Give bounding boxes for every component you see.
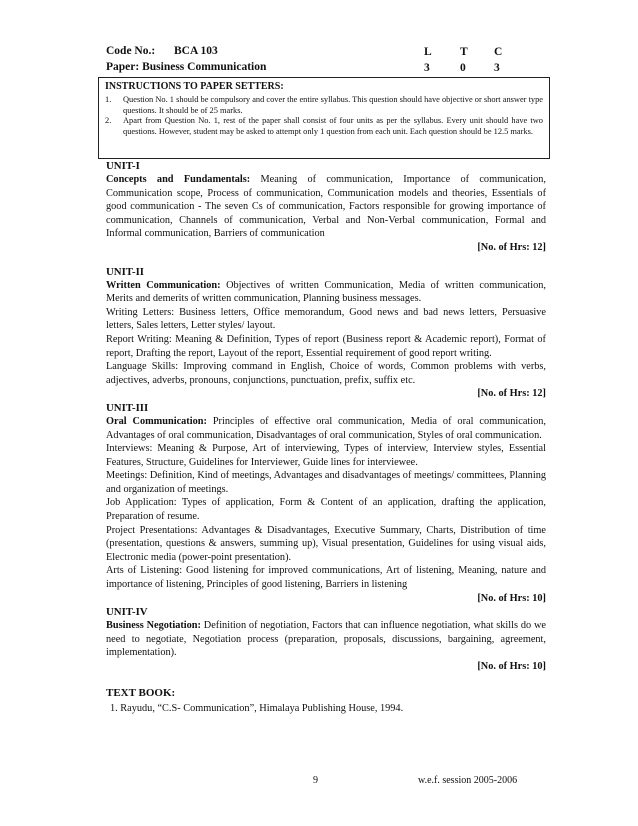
- unit-hours: [No. of Hrs: 12]: [477, 241, 546, 253]
- syllabus-body: [106, 159, 546, 715]
- instruction-item: [105, 116, 543, 137]
- topic-text: Definition of negotiation, Factors that can influence negotiation, what skills do we need to negotiate, Negotiation process (preparation, proposals, discussions, bargaining, agreement, implementation).: [106, 620, 546, 659]
- c-label: C: [494, 46, 503, 58]
- session-note: w.e.f. session 2005-2006: [418, 775, 518, 786]
- topic-paragraph: Meetings: Definition, Kind of meetings, Advantages and disadvantages of meetings/ committees, Planning and organization of meetings.: [106, 470, 546, 495]
- topic-text: Objectives of written Communication, Media of written communication, Merits and demerits of written communication, Planning business messages.: [106, 279, 547, 305]
- instructions-box: [98, 77, 550, 159]
- topic-paragraph: [106, 619, 546, 660]
- instruction-item: [105, 95, 543, 116]
- topic-paragraph: Interviews: Meaning & Purpose, Art of interviewing, Types of interview, Interview styles, Essential Features, Structure, Guidelines for Interviewer, Guide lines for interviewee.: [106, 443, 546, 468]
- instruction-number: 1.: [105, 95, 112, 104]
- topic-paragraph: Job Application: Types of application, Form & Content of an application, drafting the application, Preparation of resume.: [106, 497, 546, 523]
- topic-paragraph: [106, 173, 546, 241]
- instruction-text: Question No. 1 should be compulsory and cover the entire syllabus. This question should have objective or short answer type questions. It should be of 25 marks.: [123, 95, 543, 115]
- textbook-item: 1. Rayudu, “C.S- Communication”, Himalaya Publishing House, 1994.: [110, 702, 404, 714]
- t-label: T: [460, 46, 468, 58]
- paper-label: Paper:: [106, 61, 140, 73]
- c-value: 3: [494, 62, 500, 74]
- l-value: 3: [424, 62, 430, 74]
- paper-line: [106, 60, 266, 74]
- code-value: BCA 103: [174, 45, 218, 57]
- topic-paragraph: [106, 415, 546, 442]
- l-label: L: [424, 46, 432, 58]
- code-line: [106, 44, 218, 58]
- topic-paragraph: [106, 279, 546, 306]
- topic-heading: Concepts and Fundamentals:: [106, 174, 251, 185]
- topic-text: Meaning of communication, Importance of communication, Communication scope, Process of communication, Communication models and theories, Essentials of good communication - The seven Cs of communication, Factors responsible for growing importance of communication, Channels of communication, Verbal and Non-Verbal communication, Formal and Informal communication, Barriers of communication: [106, 174, 546, 240]
- unit-title: UNIT-IV: [106, 606, 148, 619]
- instructions-title: INSTRUCTIONS TO PAPER SETTERS:: [105, 81, 284, 92]
- unit-hours: [No. of Hrs: 10]: [477, 592, 546, 604]
- unit-hours: [No. of Hrs: 10]: [477, 661, 546, 672]
- instructions-list: [105, 95, 543, 137]
- unit-hours: [No. of Hrs: 12]: [477, 388, 546, 400]
- topic-paragraph: Project Presentations: Advantages & Disadvantages, Executive Summary, Charts, Distribution of time (presentation, questions & answers, summing up), Visual presentation, Guidelines for using visual aids, Electronic media (power-point presentation).: [106, 524, 546, 563]
- unit-title: UNIT-III: [106, 401, 149, 414]
- unit-title: UNIT-I: [106, 160, 140, 172]
- unit-title: UNIT-II: [106, 265, 145, 278]
- topic-heading: Business Negotiation:: [106, 620, 201, 632]
- paper-value: Business Communication: [142, 61, 267, 73]
- topic-heading: Written Communication:: [106, 279, 221, 291]
- textbook-title: TEXT BOOK:: [106, 686, 176, 699]
- t-value: 0: [460, 62, 466, 74]
- instruction-number: 2.: [105, 116, 112, 126]
- instruction-text: Apart from Question No. 1, rest of the paper shall consist of four units as per the syllabus. Every unit should have two questions. However, student may be asked to attempt only 1 question from each unit. Each question should be 12.5 marks.: [123, 116, 543, 136]
- topic-paragraph: Arts of Listening: Good listening for improved communications, Art of listening, Meaning, nature and importance of listening, Principles of good listening, Barriers in listening: [106, 565, 546, 591]
- topic-paragraph: Writing Letters: Business letters, Office memorandum, Good news and bad news letters, Persuasive letters, Sales letters, Letter styles/ layout.: [106, 306, 546, 332]
- code-label: Code No.:: [106, 45, 156, 57]
- topic-paragraph: Language Skills: Improving command in English, Choice of words, Common problems with verbs, adjectives, adverbs, pronouns, conjunctions, punctuation, prefix, suffix etc.: [106, 361, 546, 386]
- page-number: 9: [313, 775, 318, 786]
- topic-heading: Oral Communication:: [106, 415, 207, 427]
- topic-text: Principles of effective oral communication, Media of oral communication, Advantages of oral communication, Disadvantages of oral communication, Styles of oral communication.: [106, 415, 546, 441]
- topic-paragraph: Report Writing: Meaning & Definition, Types of report (Business report & Academic report), Format of report, Drafting the report, Layout of the report, Essential requirement of good report writing.: [106, 333, 546, 359]
